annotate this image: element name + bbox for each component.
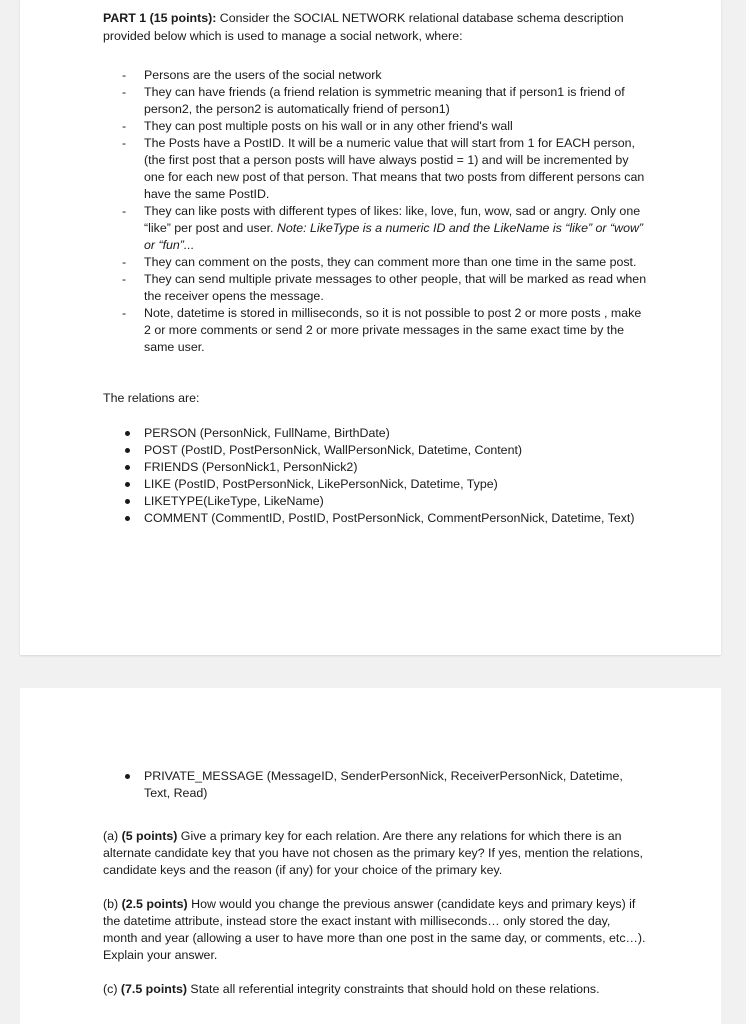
part1-section — [103, 9, 648, 527]
relation-comment: COMMENT (CommentID, PostID, PostPersonNick, CommentPersonNick, Datetime, Text) — [103, 510, 648, 527]
part1-heading: PART 1 (15 points): Consider the SOCIAL NETWORK relational database schema description provided below which is used to manage a social network, where: — [103, 11, 624, 43]
relations-list — [103, 425, 648, 527]
description-list — [103, 67, 648, 356]
question-c: (c) (7.5 points) State all referential integrity constraints that should hold on these relations. — [103, 982, 600, 996]
question-a: (a) (5 points) Give a primary key for each relation. Are there any relations for which there is an alternate candidate key that you have not chosen as the primary key? If yes, mention the relations, candidate keys and the reason (if any) for your choice of the primary key. — [103, 829, 643, 877]
relation-liketype: LIKETYPE(LikeType, LikeName) — [103, 493, 648, 510]
list-item: - They can like posts with different types of likes: like, love, fun, wow, sad or angry. Only one “like” per post and user. Note: LikeType is a numeric ID and the LikeName is “like” or “wow” or “fun”... — [103, 203, 648, 254]
list-item: - Persons are the users of the social network — [103, 67, 648, 84]
list-item: - They can comment on the posts, they can comment more than one time in the same post. — [103, 254, 648, 271]
list-item: - They can post multiple posts on his wall or in any other friend's wall — [103, 118, 648, 135]
relations-intro: The relations are: — [103, 391, 200, 405]
question-b: (b) (2.5 points) How would you change the previous answer (candidate keys and primary keys) if the datetime attribute, instead store the exact instant with milliseconds… only stored the day, month and year (allowing a user to have more than one post in the same day, or comments, etc…). Explain your answer. — [103, 897, 646, 962]
relation-person: PERSON (PersonNick, FullName, BirthDate) — [103, 425, 648, 442]
relations-list-continued — [103, 768, 648, 802]
relation-post: POST (PostID, PostPersonNick, WallPersonNick, Datetime, Content) — [103, 442, 648, 459]
list-item: - They can have friends (a friend relation is symmetric meaning that if person1 is friend of person2, the person2 is automatically friend of person1) — [103, 84, 648, 118]
relation-private-message: PRIVATE_MESSAGE (MessageID, SenderPersonNick, ReceiverPersonNick, Datetime, Text, Read) — [103, 768, 648, 802]
liketype-note: Note: LikeType is a numeric ID and the LikeName is “like” or “wow” or “fun”... — [144, 221, 644, 252]
list-item: - Note, datetime is stored in milliseconds, so it is not possible to post 2 or more posts , make 2 or more comments or send 2 or more private messages in the same exact time by the same user. — [103, 305, 648, 356]
list-item: - They can send multiple private messages to other people, that will be marked as read when the receiver opens the message. — [103, 271, 648, 305]
relation-friends: FRIENDS (PersonNick1, PersonNick2) — [103, 459, 648, 476]
document-page-1 — [20, 0, 721, 655]
list-item: - The Posts have a PostID. It will be a numeric value that will start from 1 for EACH person, (the first post that a person posts will have always postid = 1) and will be incremented by one for each new post of that person. That means that two posts from different persons can have the same PostID. — [103, 135, 648, 203]
questions-section — [103, 768, 648, 998]
document-page-2 — [20, 688, 721, 1024]
relation-like: LIKE (PostID, PostPersonNick, LikePersonNick, Datetime, Type) — [103, 476, 648, 493]
